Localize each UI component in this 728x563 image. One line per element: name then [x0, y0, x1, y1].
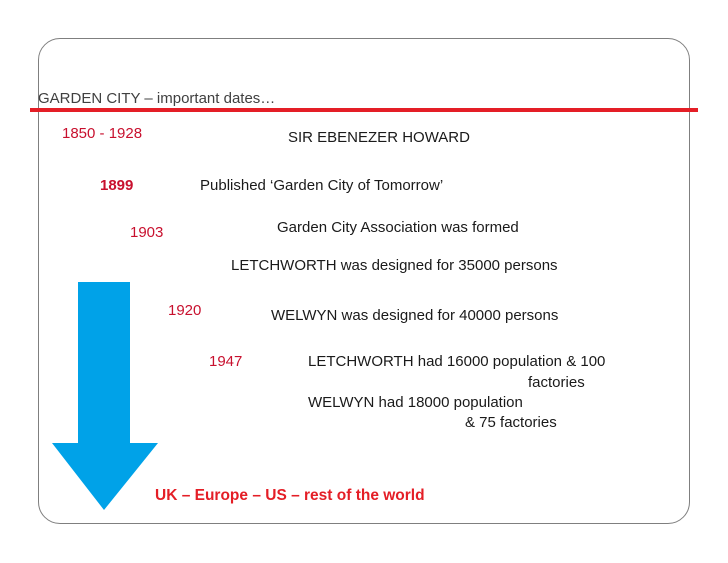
year-1947: 1947 [209, 353, 243, 370]
text-welwyn-factories: & 75 factories [465, 414, 557, 431]
footer-world-text: UK – Europe – US – rest of the world [155, 487, 425, 504]
year-1899: 1899 [100, 177, 134, 194]
title-underline [30, 108, 698, 112]
year-1920: 1920 [168, 302, 202, 319]
text-welwyn-population: WELWYN had 18000 population [308, 394, 523, 411]
slide-title: GARDEN CITY – important dates… [38, 90, 276, 107]
year-1903: 1903 [130, 224, 164, 241]
text-letchworth-population: LETCHWORTH had 16000 population & 100 [308, 353, 606, 370]
down-arrow-shape [52, 282, 158, 510]
text-published-book: Published ‘Garden City of Tomorrow’ [200, 177, 444, 194]
text-association-formed: Garden City Association was formed [277, 219, 519, 236]
text-letchworth-factories: factories [528, 374, 585, 391]
down-arrow-icon [50, 280, 162, 512]
year-1850-1928: 1850 - 1928 [62, 125, 143, 142]
text-letchworth-designed: LETCHWORTH was designed for 35000 persons [231, 257, 558, 274]
text-welwyn-designed: WELWYN was designed for 40000 persons [271, 307, 559, 324]
text-ebenezer-howard: SIR EBENEZER HOWARD [288, 129, 470, 146]
